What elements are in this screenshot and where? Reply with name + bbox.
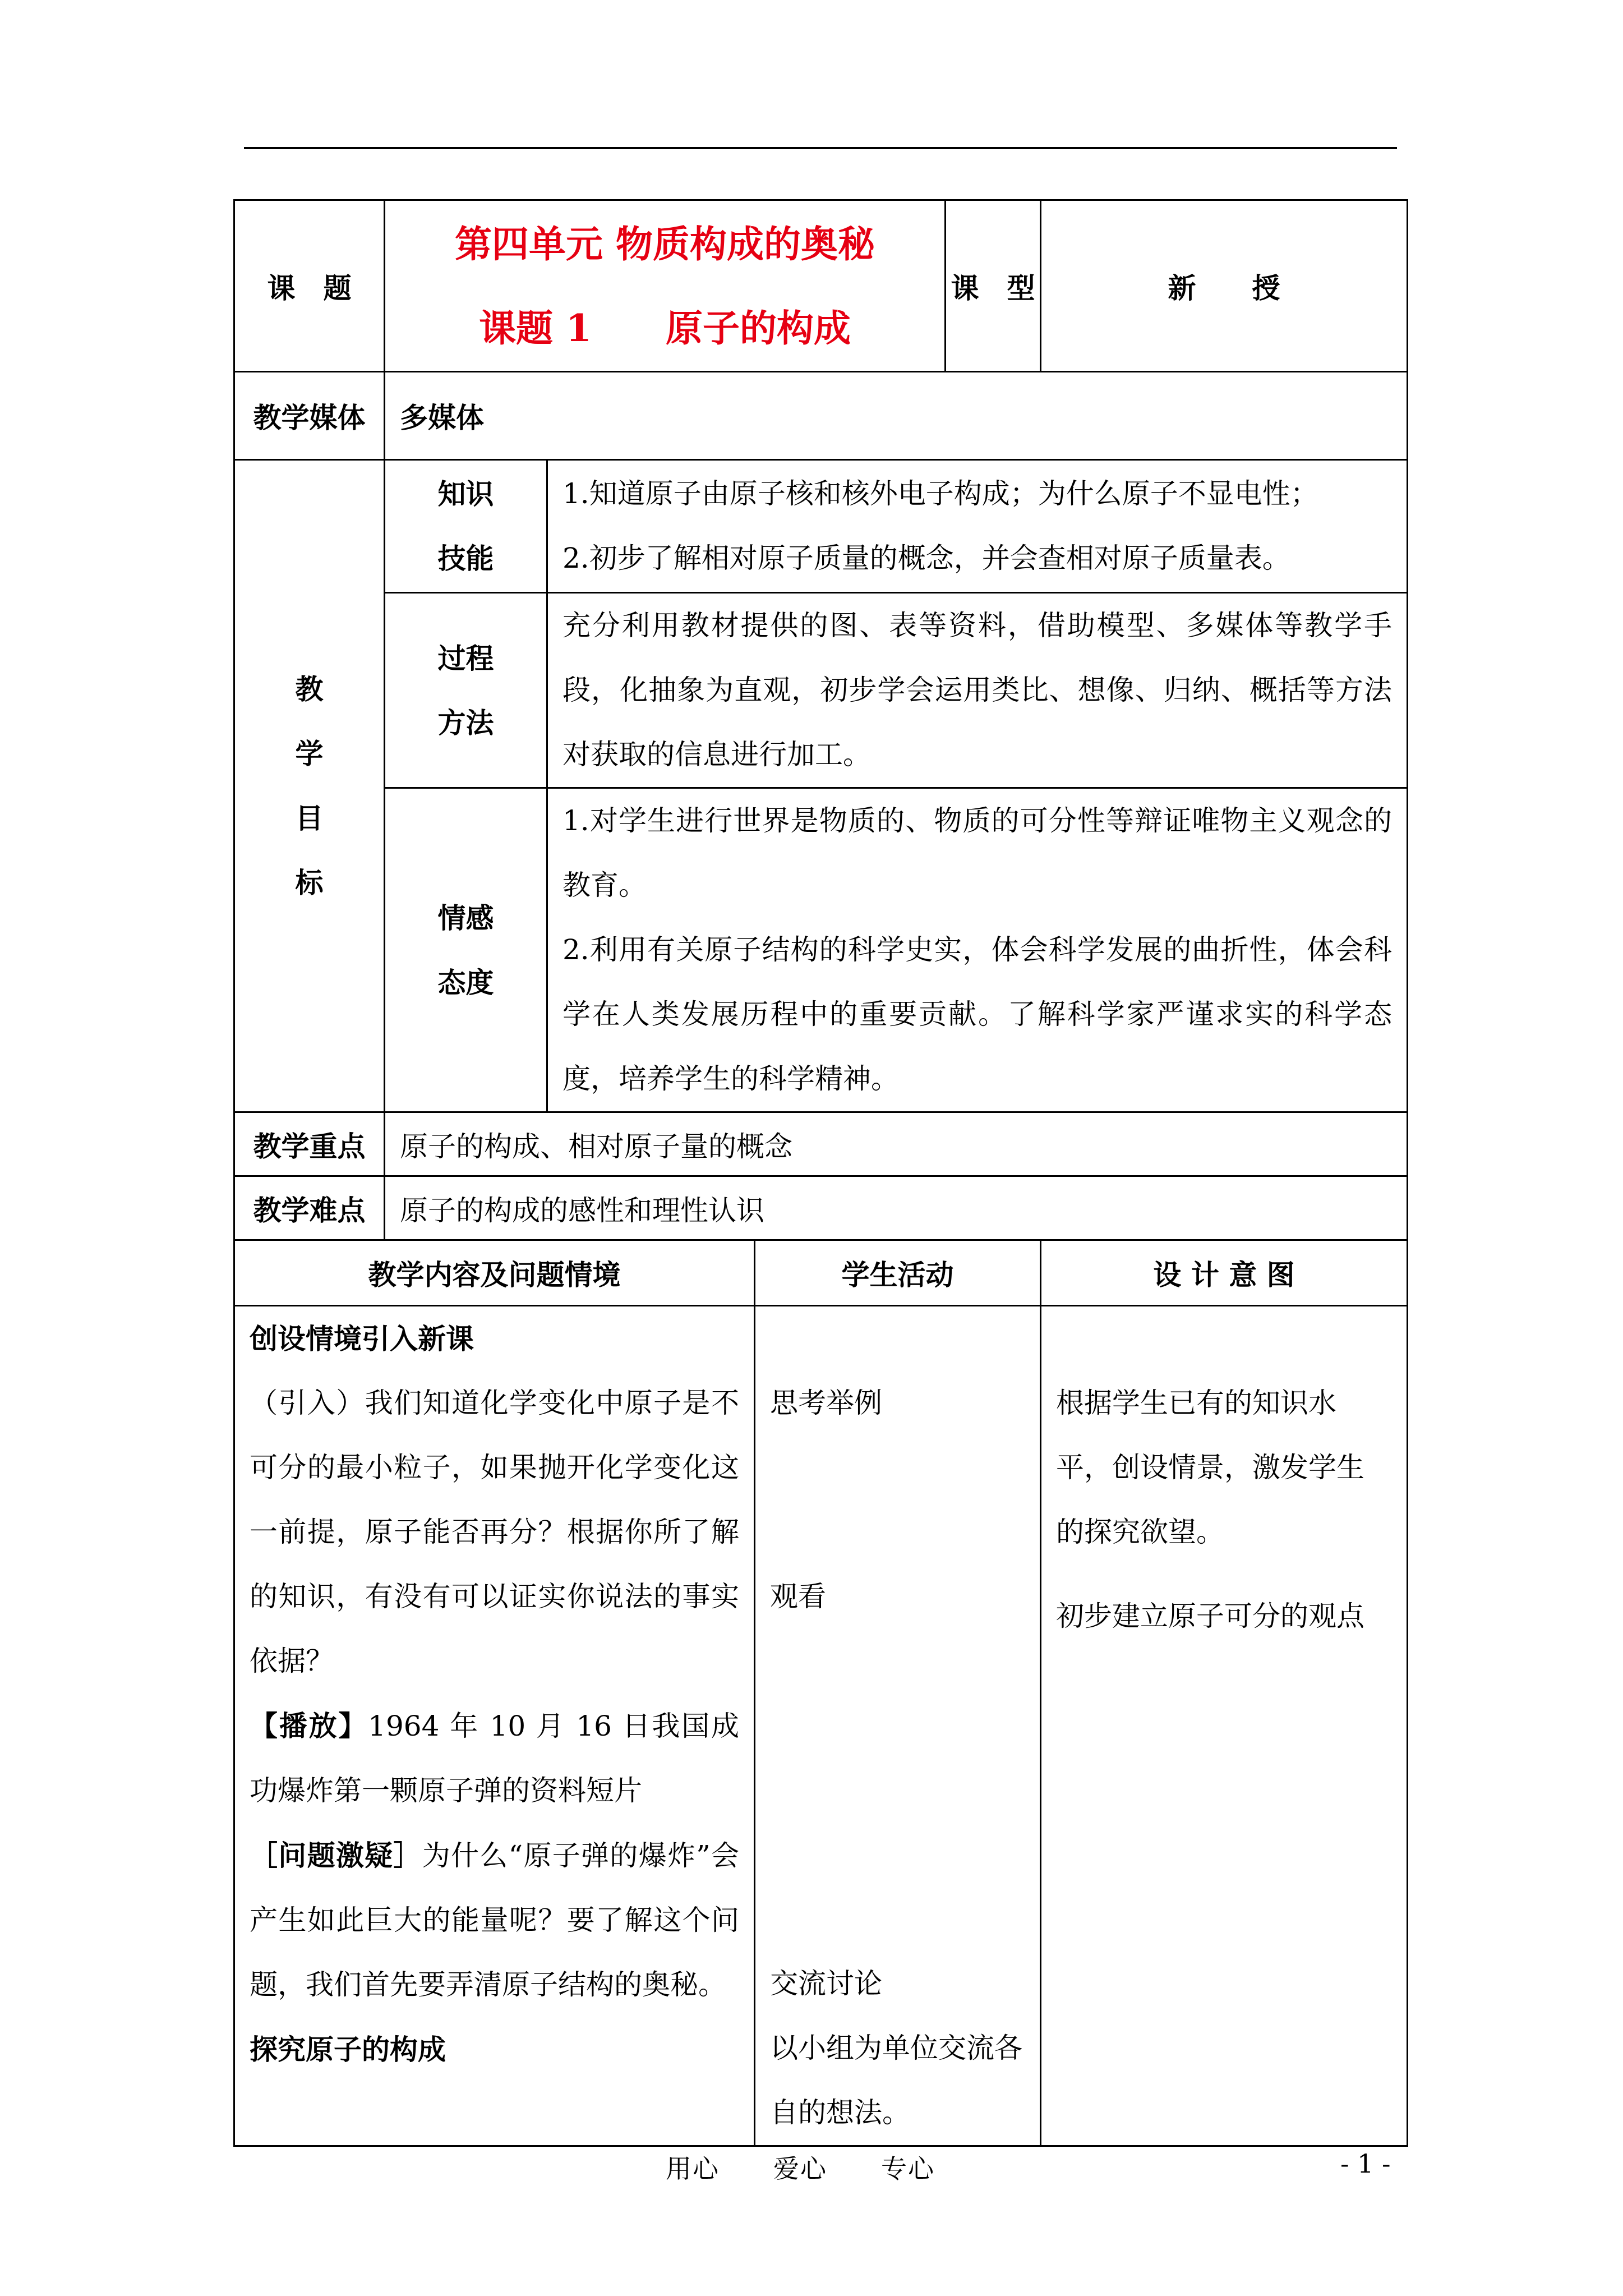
- goals-label-char: 目: [295, 802, 324, 835]
- spacer: [1056, 1306, 1392, 1371]
- type-value: 新 授: [1041, 200, 1408, 372]
- knowledge-label: [385, 460, 547, 593]
- play-paragraph: [250, 1694, 739, 1823]
- goals-label: [234, 460, 385, 1112]
- knowledge-label-line: 技能: [437, 542, 494, 575]
- media-label: 教学媒体: [234, 372, 385, 460]
- question-text: 为什么“原子弹的爆炸”会产生如此巨大的能量呢？要了解这个问题，我们首先要弄清原子结构的奥秘。: [250, 1839, 740, 2001]
- column-header-intent: 设 计 意 图: [1041, 1240, 1408, 1306]
- goal-knowledge-row: [234, 460, 1408, 593]
- question-paragraph: [250, 1823, 739, 2017]
- intent-divisible: 初步建立原子可分的观点: [1056, 1600, 1365, 1632]
- process-label-line: 方法: [437, 706, 494, 739]
- intent-scenario: 根据学生已有的知识水平，创设情景，激发学生的探究欲望。: [1056, 1387, 1365, 1548]
- goal-emotion-row: [234, 788, 1408, 1112]
- spacer: [1056, 1565, 1392, 1584]
- body-row: [234, 1306, 1408, 2146]
- column-header-content: 教学内容及问题情境: [234, 1240, 755, 1306]
- activity-watch: 观看: [770, 1580, 826, 1613]
- play-tag: 【播放】: [250, 1709, 368, 1742]
- page-number: - 1 -: [1340, 2148, 1391, 2179]
- difficult-point-value: 原子的构成的感性和理性认识: [385, 1176, 1408, 1240]
- key-point-row: [234, 1112, 1408, 1176]
- footer-motto: 用心 爱心 专心: [666, 2154, 935, 2184]
- process-label-line: 过程: [437, 641, 494, 675]
- heading-intro: 创设情境引入新课: [250, 1322, 474, 1355]
- difficult-point-row: [234, 1176, 1408, 1240]
- intent-cell: [1041, 1306, 1408, 2146]
- activity-think: 思考举例: [770, 1387, 882, 1419]
- emotion-label: [385, 788, 547, 1112]
- key-point-label: 教学重点: [234, 1112, 385, 1176]
- emotion-paragraph: 2.利用有关原子结构的科学史实，体会科学发展的曲折性，体会科学在人类发展历程中的重要贡献。了解科学家严谨求实的科学态度，培养学生的科学精神。: [562, 933, 1393, 1095]
- media-row: [234, 372, 1408, 460]
- title-row: [234, 200, 1408, 372]
- column-header-row: [234, 1240, 1408, 1306]
- goals-label-char: 学: [295, 737, 324, 770]
- goal-process-row: [234, 593, 1408, 788]
- goals-label-char: 标: [295, 866, 324, 899]
- emotion-text: [547, 788, 1408, 1112]
- media-value: 多媒体: [385, 372, 1408, 460]
- emotion-label-line: 情感: [437, 901, 494, 935]
- goals-label-char: 教: [295, 673, 324, 706]
- type-label: 课 型: [946, 200, 1041, 372]
- knowledge-text: [547, 460, 1408, 593]
- content-cell: [234, 1306, 755, 2146]
- lesson-title: 课题 1 原子的构成: [479, 306, 851, 350]
- knowledge-line: 2.初步了解相对原子质量的概念，并会查相对原子质量表。: [562, 542, 1290, 574]
- emotion-paragraph: 1.对学生进行世界是物质的、物质的可分性等辩证唯物主义观念的教育。: [562, 804, 1393, 901]
- emotion-label-line: 态度: [437, 965, 494, 999]
- heading-explore: 探究原子的构成: [250, 2033, 446, 2066]
- intro-text: （引入）我们知道化学变化中原子是不可分的最小粒子，如果抛开化学变化这一前提，原子能否再分？根据你所了解的知识，有没有可以证实你说法的事实依据？: [250, 1387, 739, 1677]
- title-cell: [385, 200, 946, 372]
- header-rule: [244, 147, 1397, 149]
- spacer: [770, 1435, 1025, 1565]
- knowledge-label-line: 知识: [437, 477, 494, 510]
- unit-title: 第四单元 物质构成的奥秘: [455, 222, 875, 266]
- activity-cell: [755, 1306, 1041, 2146]
- process-text: 充分利用教材提供的图、表等资料，借助模型、多媒体等教学手段，化抽象为直观，初步学会运用类比、想像、归纳、概括等方法对获取的信息进行加工。: [547, 593, 1408, 788]
- question-tag: ［问题激疑］: [250, 1839, 422, 1872]
- lesson-plan-table: [233, 199, 1408, 2147]
- difficult-point-label: 教学难点: [234, 1176, 385, 1240]
- column-header-activity: 学生活动: [755, 1240, 1041, 1306]
- spacer: [770, 1629, 1025, 1952]
- knowledge-line: 1.知道原子由原子核和核外电子构成；为什么原子不显电性；: [562, 477, 1318, 510]
- key-point-value: 原子的构成、相对原子量的概念: [385, 1112, 1408, 1176]
- spacer: [770, 1306, 1025, 1371]
- activity-group: 以小组为单位交流各自的想法。: [770, 2032, 1022, 2129]
- play-text: 1964 年 10 月 16 日我国成功爆炸第一颗原子弹的资料短片: [250, 1710, 739, 1807]
- process-label: [385, 593, 547, 788]
- subject-label: 课 题: [234, 200, 385, 372]
- activity-discuss: 交流讨论: [770, 1967, 882, 2000]
